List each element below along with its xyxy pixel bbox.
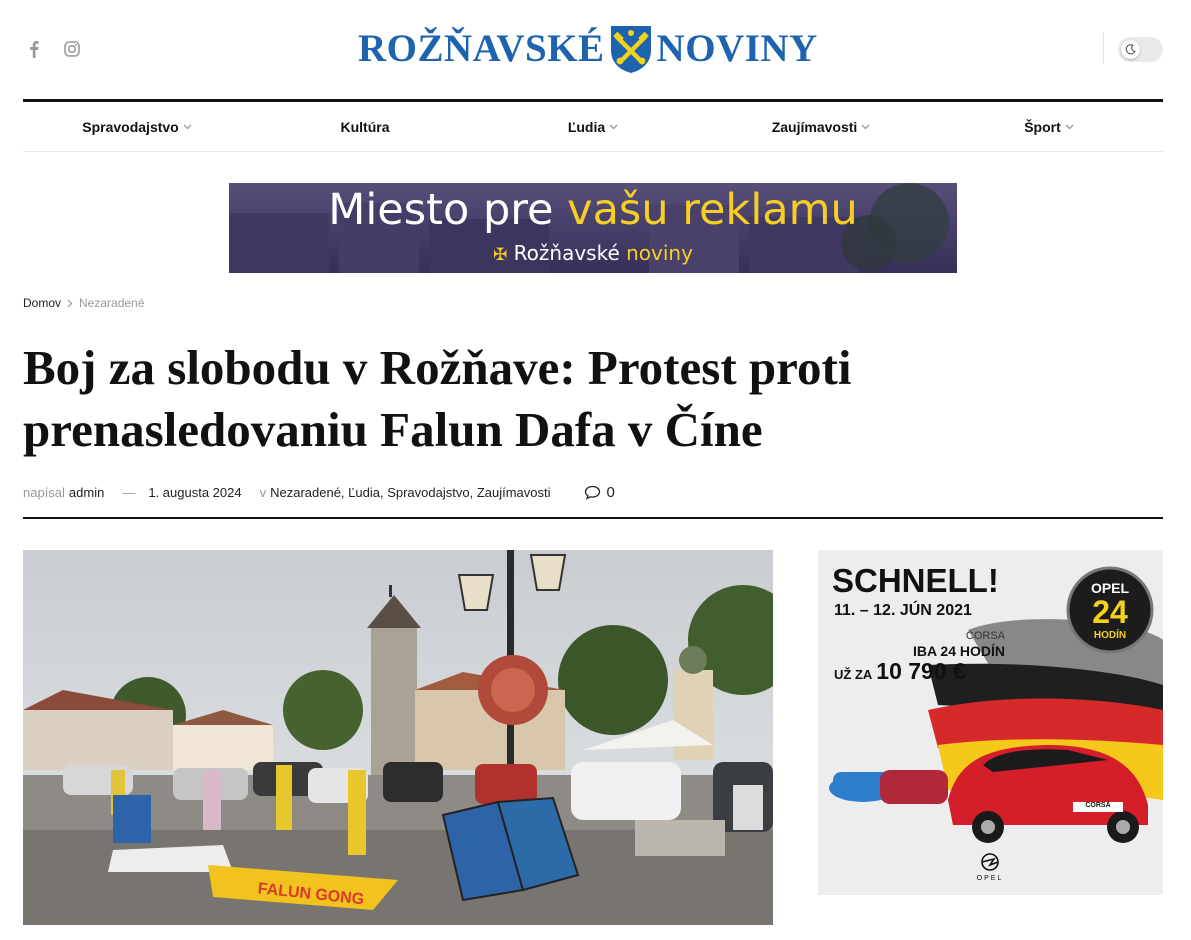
chevron-down-icon (861, 124, 870, 130)
photo-sign-text: FALUN GONG (256, 880, 365, 909)
facebook-icon[interactable] (23, 38, 45, 60)
header-divider (1103, 33, 1104, 63)
site-header (0, 0, 1191, 100)
chevron-down-icon (609, 124, 618, 130)
category-link[interactable]: Zaujímavosti (476, 485, 551, 500)
category-prefix: v (259, 485, 267, 500)
nav-item-zaujimavosti[interactable] (707, 102, 935, 151)
article-title: Boj za slobodu v Rožňave: Protest proti prenasledovaniu Falun Dafa v Číne (23, 340, 852, 457)
banner-ad[interactable] (229, 183, 957, 273)
breadcrumb-current[interactable]: Nezaradené (79, 296, 145, 310)
nav-label: Spravodajstvo (82, 118, 179, 135)
social-links (23, 38, 83, 60)
ad-price: 10 790 € (876, 658, 966, 684)
badge-brand: OPEL (1090, 580, 1130, 596)
category-link[interactable]: Ľudia (348, 485, 380, 500)
category-link[interactable]: Nezaradené (270, 485, 341, 500)
nav-item-ludia[interactable] (479, 102, 707, 151)
breadcrumb (23, 296, 144, 310)
category-comma: , (379, 485, 388, 500)
comment-icon (584, 485, 601, 500)
crest-icon (608, 23, 654, 75)
meta-rule (23, 517, 1163, 519)
ad-dates: 11. – 12. JÚN 2021 (834, 602, 972, 619)
comment-count: 0 (606, 484, 615, 501)
author-prefix: napísal (23, 485, 65, 500)
moon-icon (1121, 40, 1140, 59)
nav-label: Šport (1024, 118, 1061, 135)
nav-label: Kultúra (340, 118, 390, 135)
category-link[interactable]: Spravodajstvo (387, 485, 470, 500)
banner-headline (229, 185, 957, 235)
badge-unit: HODÍN (1093, 630, 1127, 641)
side-ad[interactable] (818, 550, 1163, 895)
nav-item-spravodajstvo[interactable] (23, 102, 251, 151)
author-link[interactable]: admin (68, 485, 105, 500)
logo-text-left: ROŽŇAVSKÉ (358, 27, 605, 70)
article-meta (23, 484, 615, 501)
featured-image[interactable] (23, 550, 773, 925)
main-nav (23, 102, 1163, 152)
featured-photo (23, 550, 773, 925)
meta-separator: — (122, 485, 136, 500)
instagram-icon[interactable] (61, 38, 83, 60)
category-comma: , (340, 485, 349, 500)
chevron-down-icon (1065, 124, 1074, 130)
ad-price-prefix: UŽ ZA (834, 667, 873, 682)
banner-headline-a: Miesto pre (328, 185, 568, 235)
banner-headline-b: vašu reklamu (567, 185, 858, 235)
dark-mode-toggle[interactable] (1118, 37, 1163, 62)
ad-footer-brand: OPEL (976, 875, 1004, 882)
ad-model: CORSA (965, 630, 1005, 642)
category-comma: , (469, 485, 477, 500)
nav-item-sport[interactable] (935, 102, 1163, 151)
banner-brand (229, 241, 957, 265)
post-date[interactable]: 1. augusta 2024 (148, 485, 242, 500)
nav-item-kultura[interactable] (251, 102, 479, 151)
breadcrumb-home[interactable]: Domov (23, 296, 62, 310)
logo-text-right: NOVINY (656, 27, 818, 70)
chevron-down-icon (183, 124, 192, 130)
badge-number: 24 (1092, 594, 1128, 630)
ad-headline: SCHNELL! (832, 562, 999, 599)
nav-label: Zaujímavosti (771, 118, 858, 135)
chevron-right-icon (67, 299, 73, 308)
nav-label: Ľudia (567, 118, 606, 135)
banner-brand-a: Rožňavské (513, 241, 627, 265)
ad-price-row (834, 658, 966, 685)
comments-link[interactable] (584, 484, 615, 501)
crest-icon: ✠ (493, 245, 508, 265)
car-plate: CORSA (1085, 802, 1111, 809)
ad-offer: IBA 24 HODÍN (912, 643, 1005, 659)
banner-brand-b: noviny (626, 241, 693, 265)
site-logo[interactable] (358, 22, 818, 76)
